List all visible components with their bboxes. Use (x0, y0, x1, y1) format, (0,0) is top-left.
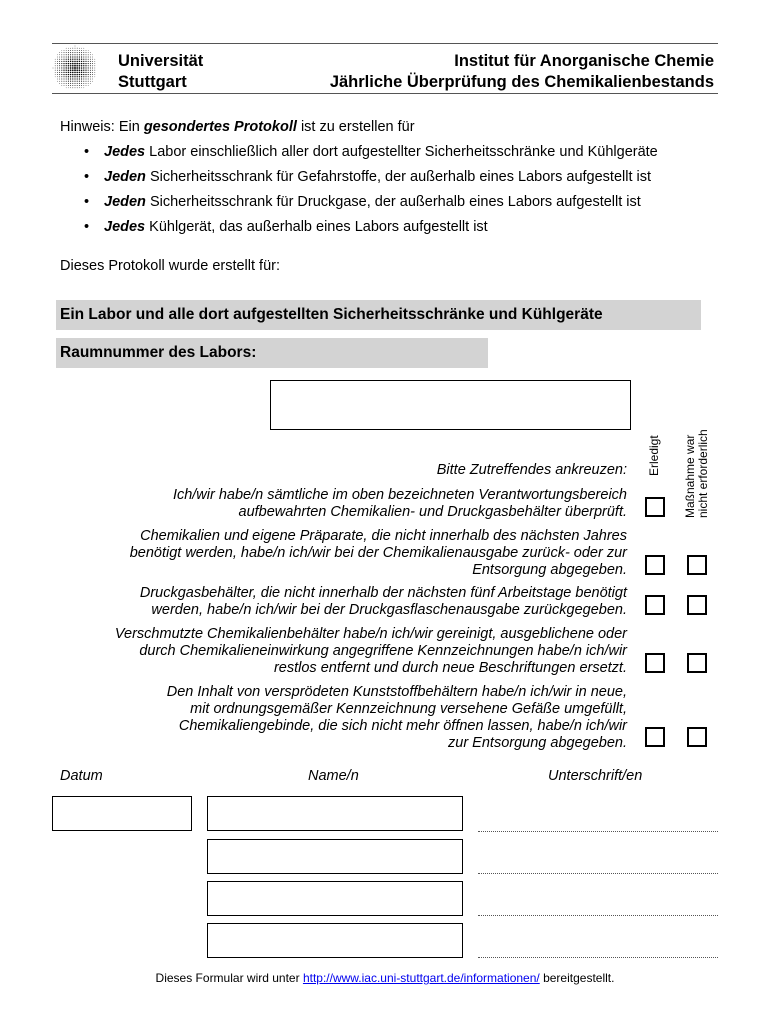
name-label: Name/n (308, 768, 359, 784)
list-item: • Jedes Kühlgerät, das außerhalb eines Labors aufgestellt ist (84, 218, 658, 243)
checklist-item: Verschmutzte Chemikalienbehälter habe/n ich/wir gereinigt, ausgeblichene oder durch Chemikalieneinwirkung angegriffene Kennzeichnungen habe/n ich/wir restlos entfernt und durch neue Beschriftungen ersetzt. (114, 626, 627, 676)
institute-name: Institut für Anorganische Chemie (454, 52, 714, 70)
checkbox-done[interactable] (645, 555, 665, 575)
created-for-label: Dieses Protokoll wurde erstellt für: (60, 258, 280, 274)
hinweis-emphasis: gesondertes Protokoll (143, 119, 297, 135)
header-bottom-rule (52, 93, 718, 94)
date-field[interactable] (52, 796, 192, 831)
list-item: • Jeden Sicherheitsschrank für Gefahrstoffe, der außerhalb eines Labors aufgestellt ist (84, 168, 658, 193)
checklist-item: Ich/wir habe/n sämtliche im oben bezeichneten Verantwortungsbereich aufbewahrten Chemikalien- und Druckgasbehälter überprüft. (172, 487, 627, 520)
checkbox-not-required[interactable] (687, 555, 707, 575)
signature-line[interactable] (478, 957, 718, 958)
footer-link[interactable]: http://www.iac.uni-stuttgart.de/informationen/ (302, 971, 540, 985)
name-field[interactable] (207, 796, 463, 831)
university-line-2: Stuttgart (118, 73, 187, 91)
checkbox-done[interactable] (645, 497, 665, 517)
checkbox-not-required[interactable] (687, 727, 707, 747)
header-title-block (330, 51, 714, 93)
university-logo (52, 45, 98, 91)
name-field[interactable] (207, 839, 463, 874)
room-number-field[interactable] (270, 380, 631, 430)
checklist-item: Druckgasbehälter, die nicht innerhalb der nächsten fünf Arbeitstage benötigt werden, habe/n ich/wir bei der Druckgasflaschenausgabe zurückgegeben. (139, 585, 627, 618)
checkbox-done[interactable] (645, 727, 665, 747)
room-number-label: Raumnummer des Labors: (56, 338, 488, 368)
signature-line[interactable] (478, 831, 718, 832)
hinweis-suffix: ist zu erstellen für (300, 119, 415, 135)
checkbox-done[interactable] (645, 653, 665, 673)
checkbox-not-required[interactable] (687, 653, 707, 673)
checkbox-done[interactable] (645, 595, 665, 615)
list-item: • Jedes Labor einschließlich aller dort aufgestellter Sicherheitsschränke und Kühlgeräte (84, 143, 658, 168)
form-title: Jährliche Überprüfung des Chemikalienbestands (329, 73, 714, 91)
signature-label: Unterschrift/en (548, 768, 643, 784)
name-field[interactable] (207, 923, 463, 958)
column-header-done: Erledigt (647, 435, 661, 476)
date-label: Datum (60, 768, 103, 784)
checkbox-not-required[interactable] (687, 595, 707, 615)
signature-line[interactable] (478, 915, 718, 916)
protocol-scope-list (84, 143, 658, 243)
checklist-item: Den Inhalt von versprödeten Kunststoffbehältern habe/n ich/wir in neue, mit ordnungsgemäßer Kennzeichnung versehene Gefäße umgefüllt, Chemikaliengebinde, die sich nicht mehr öffnen lassen, habe/n ich/wir zur Entsorgung abgegeben. (166, 684, 627, 751)
hinweis-prefix: Hinweis: Ein (60, 119, 140, 135)
footer-note: Dieses Formular wird unter http://www.iac.uni-stuttgart.de/informationen/ bereitgestellt. (155, 971, 615, 985)
university-name (118, 51, 203, 93)
section-title-band: Ein Labor und alle dort aufgestellten Sicherheitsschränke und Kühlgeräte (56, 300, 701, 330)
signature-line[interactable] (478, 873, 718, 874)
checklist-instruction: Bitte Zutreffendes ankreuzen: (436, 462, 627, 478)
name-field[interactable] (207, 881, 463, 916)
checklist-item: Chemikalien und eigene Präparate, die nicht innerhalb des nächsten Jahres benötigt werden, habe/n ich/wir bei der Chemikalienausgabe zurück- oder zur Entsorgung abgegeben. (129, 528, 627, 578)
university-line-1: Universität (118, 52, 204, 70)
hinweis-text (60, 119, 415, 135)
list-item: • Jeden Sicherheitsschrank für Druckgase, der außerhalb eines Labors aufgestellt ist (84, 193, 658, 218)
column-header-not-required: Maßnahme war nicht erforderlich (683, 429, 710, 518)
header-top-rule (52, 43, 718, 44)
